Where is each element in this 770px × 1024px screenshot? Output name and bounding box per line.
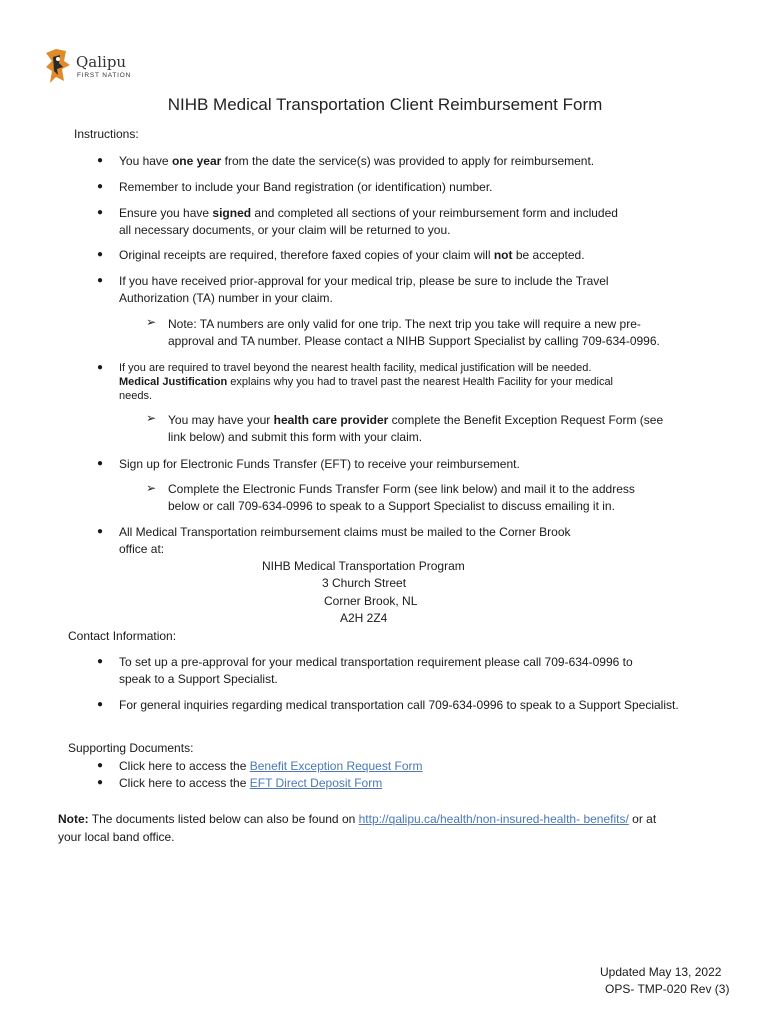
note-website (58, 811, 656, 828)
bullet-icon: ● (97, 249, 104, 260)
bullet-icon: ● (97, 181, 104, 192)
note-health-care-provider (168, 412, 663, 429)
updated-date: Updated May 13, 2022 (600, 965, 722, 979)
arrow-bullet-icon: ➢ (146, 411, 157, 425)
supporting-eft-form (119, 775, 382, 792)
bullet-icon: ● (97, 699, 104, 710)
eft-direct-deposit-link[interactable]: EFT Direct Deposit Form (249, 776, 383, 790)
bullet-icon: ● (97, 656, 104, 667)
note-ta-numbers: Note: TA numbers are only valid for one trip. The next trip you take will require a new pre- (168, 317, 641, 331)
bullet-icon: ● (97, 458, 104, 469)
document-code: OPS- TMP-020 Rev (3) (605, 982, 730, 996)
text: Original receipts are required, therefore faxed copies of your claim will (119, 248, 494, 262)
note-health-care-provider-line2: link below) and submit this form with your claim. (168, 430, 423, 444)
instruction-signed-line2: all necessary documents, or your claim will be returned to you. (119, 223, 451, 237)
text: or at (628, 812, 657, 826)
text: be accepted. (512, 248, 585, 262)
text-bold: Medical Justification (119, 376, 228, 388)
instructions-label: Instructions: (74, 127, 139, 141)
text-bold: one year (171, 154, 222, 168)
text: The documents listed below can also be found on (88, 812, 359, 826)
instruction-medical-justification-line3: needs. (119, 390, 153, 402)
bullet-icon: ● (97, 760, 104, 771)
text: explains why you had to travel past the nearest Health Facility for your medical (227, 376, 614, 388)
bullet-icon: ● (97, 155, 104, 166)
arrow-bullet-icon: ➢ (146, 481, 157, 495)
text: complete the Benefit Exception Request Form (see (388, 413, 664, 427)
contact-label: Contact Information: (68, 629, 177, 643)
text-bold: Note: (58, 812, 89, 826)
bullet-icon: ● (97, 526, 104, 537)
text: Click here to access the (119, 776, 250, 790)
qalipu-emblem-icon (44, 47, 74, 85)
page-title: NIHB Medical Transportation Client Reimbursement Form (167, 95, 603, 114)
instruction-mail-claims-line2: office at: (119, 542, 165, 556)
qalipu-website-link[interactable]: http://qalipu.ca/health/non-insured-health- benefits/ (358, 812, 629, 826)
bullet-icon: ● (97, 777, 104, 788)
address-line-3: Corner Brook, NL (324, 594, 418, 608)
qalipu-logo (44, 47, 134, 87)
logo-subtitle: FIRST NATION (77, 72, 132, 79)
supporting-benefit-exception (119, 758, 423, 775)
instruction-one-year (119, 153, 594, 170)
contact-general-inquiries: For general inquiries regarding medical transportation call 709-634-0996 to speak to a Support Specialist. (119, 698, 679, 712)
note-eft-form: Complete the Electronic Funds Transfer Form (see link below) and mail it to the address (168, 482, 635, 496)
bullet-icon: ● (97, 207, 104, 218)
note-website-line2: your local band office. (58, 830, 175, 844)
note-ta-numbers-line2: approval and TA number. Please contact a NIHB Support Specialist by calling 709-634-0996. (168, 334, 660, 348)
contact-pre-approval-line2: speak to a Support Specialist. (119, 672, 278, 686)
text: and completed all sections of your reimbursement form and included (251, 206, 618, 220)
address-line-1: NIHB Medical Transportation Program (262, 559, 465, 573)
text: Ensure you have (119, 206, 213, 220)
instruction-signed (119, 205, 618, 222)
text-bold: health care provider (273, 413, 389, 427)
bullet-icon: ● (97, 275, 104, 286)
instruction-band-registration: Remember to include your Band registration (or identification) number. (119, 180, 493, 194)
text: Click here to access the (119, 759, 250, 773)
instruction-medical-justification: If you are required to travel beyond the nearest health facility, medical justification will be needed. (119, 362, 592, 374)
address-line-4: A2H 2Z4 (340, 611, 388, 625)
note-eft-form-line2: below or call 709-634-0996 to speak to a Support Specialist to discuss emailing it in. (168, 499, 615, 513)
text-bold: signed (212, 206, 252, 220)
bullet-icon: ● (97, 362, 104, 373)
text: from the date the service(s) was provided to apply for reimbursement. (221, 154, 595, 168)
supporting-documents-label: Supporting Documents: (68, 741, 194, 755)
instruction-original-receipts (119, 247, 585, 264)
instruction-prior-approval: If you have received prior-approval for your medical trip, please be sure to include the Travel (119, 274, 609, 288)
instruction-medical-justification-line2 (119, 375, 613, 389)
instruction-eft: Sign up for Electronic Funds Transfer (EFT) to receive your reimbursement. (119, 457, 520, 471)
arrow-bullet-icon: ➢ (146, 315, 157, 329)
text: You may have your (168, 413, 274, 427)
instruction-mail-claims: All Medical Transportation reimbursement claims must be mailed to the Corner Brook (119, 525, 571, 539)
text-bold: not (493, 248, 513, 262)
benefit-exception-request-link[interactable]: Benefit Exception Request Form (249, 759, 423, 773)
logo-name: Qalipu (76, 53, 127, 71)
contact-pre-approval: To set up a pre-approval for your medical transportation requirement please call 709-634-0996 to (119, 655, 633, 669)
address-line-2: 3 Church Street (322, 576, 407, 590)
instruction-prior-approval-line2: Authorization (TA) number in your claim. (119, 291, 333, 305)
text: You have (119, 154, 172, 168)
